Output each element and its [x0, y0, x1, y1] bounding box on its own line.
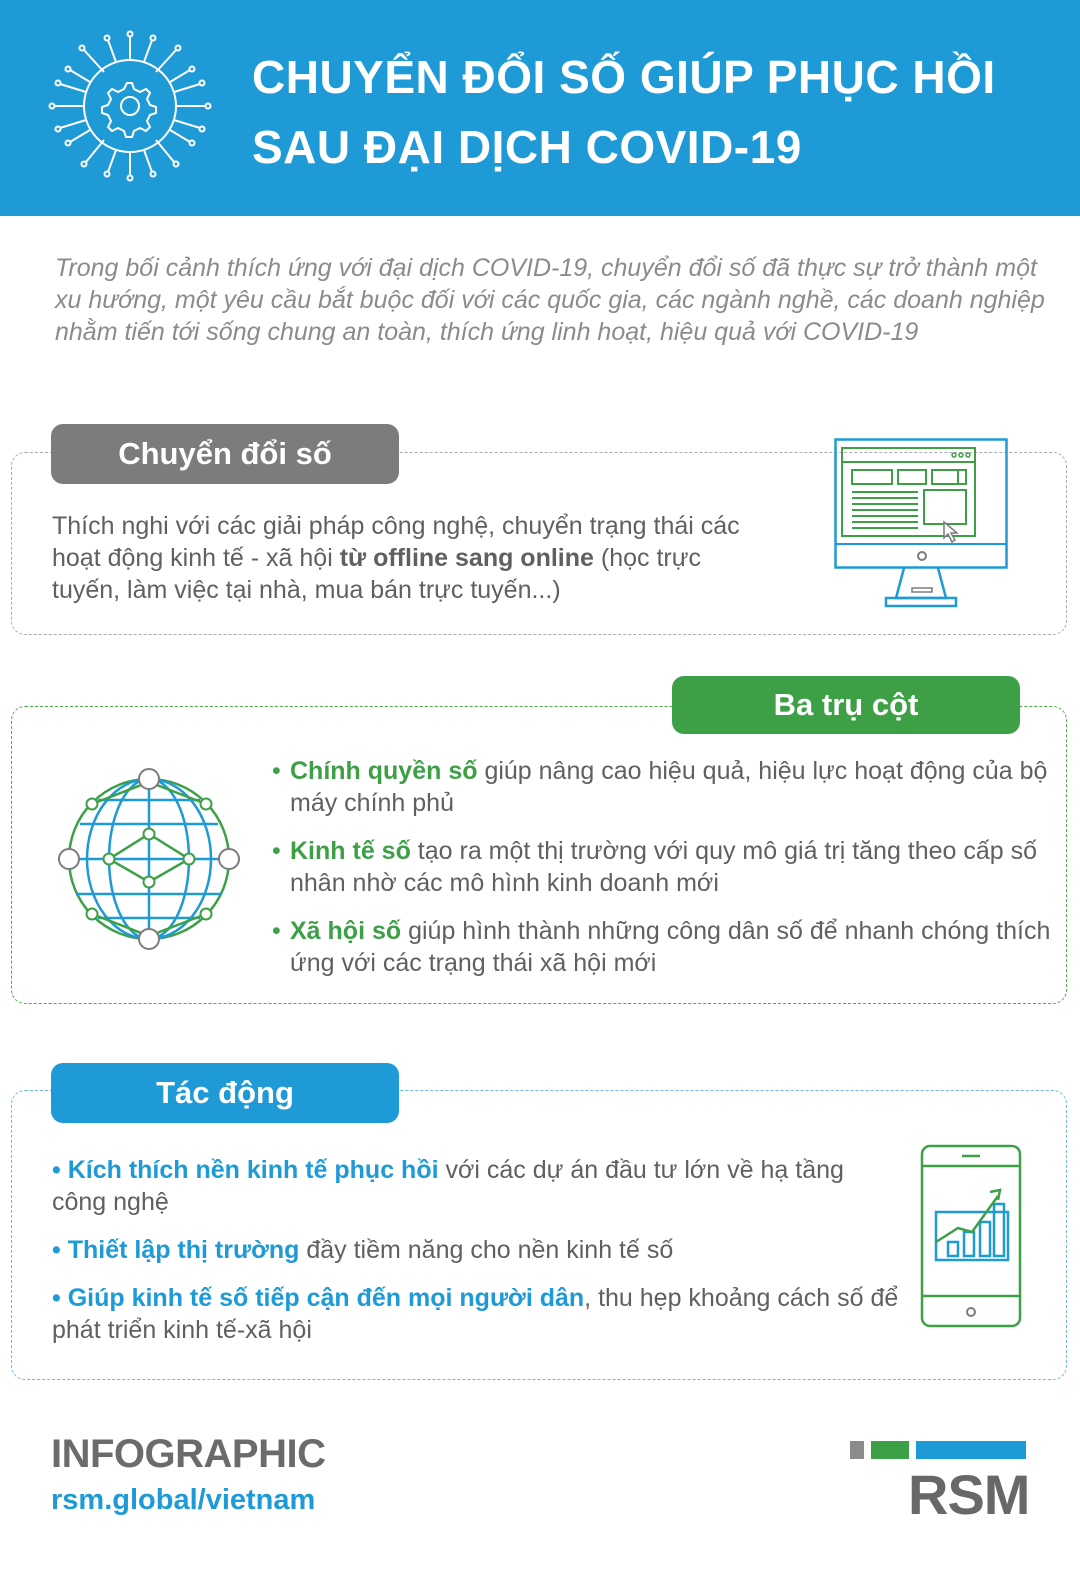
header-banner	[0, 0, 1080, 216]
pillar-3-title: Xã hội số	[290, 917, 402, 945]
impact-list	[52, 1154, 902, 1362]
section1-text-end: (học trực tuyến, làm việc tại nhà, mua bán trực tuyến...)	[52, 544, 701, 604]
website-link[interactable]: rsm.global/vietnam	[51, 1484, 316, 1516]
globe-network-icon	[58, 768, 240, 950]
list-item: • Thiết lập thị trường đầy tiềm năng cho nền kinh tế số	[52, 1236, 674, 1264]
rsm-logo: RSM	[908, 1463, 1030, 1526]
pillar-1-text: giúp nâng cao hiệu quả, hiệu lực hoạt động của bộ máy chính phủ	[290, 757, 1048, 817]
pillar-3-text: giúp hình thành những công dân số để nhanh chóng thích ứng với các trạng thái xã hội mới	[290, 917, 1051, 977]
smartphone-chart-icon	[920, 1144, 1024, 1330]
impact-1-text: với các dự án đầu tư lớn về hạ tầng công nghệ	[52, 1156, 844, 1216]
list-item: • Xã hội số giúp hình thành những công dân số để nhanh chóng thích ứng với các trạng thái xã hội mới	[272, 917, 1051, 977]
rsm-logo-bars	[850, 1441, 1026, 1459]
list-item: • Giúp kinh tế số tiếp cận đến mọi người dân, thu hẹp khoảng cách số để phát triển kinh tế-xã hội	[52, 1284, 899, 1344]
impact-3-title: Giúp kinh tế số tiếp cận đến mọi người dân	[67, 1284, 585, 1312]
list-item: • Kích thích nền kinh tế phục hồi với các dự án đầu tư lớn về hạ tầng công nghệ	[52, 1156, 844, 1216]
title-line-1: CHUYỂN ĐỔI SỐ GIÚP PHỤC HỒI	[252, 51, 996, 103]
impact-3-text: , thu hẹp khoảng cách số để phát triển kinh tế-xã hội	[52, 1284, 899, 1344]
section-title-digital-transformation: Chuyển đổi số	[51, 424, 399, 484]
section-title-impact: Tác động	[51, 1063, 399, 1123]
section1-text-start: Thích nghi với các giải pháp công nghệ, chuyển trạng thái các hoạt động kinh tế - xã hội	[52, 512, 740, 572]
section1-text	[52, 510, 772, 606]
pillar-2-title: Kinh tế số	[290, 837, 411, 865]
list-item: • Chính quyền số giúp nâng cao hiệu quả, hiệu lực hoạt động của bộ máy chính phủ	[272, 757, 1048, 817]
intro-paragraph: Trong bối cảnh thích ứng với đại dịch COVID-19, chuyển đổi số đã thực sự trở thành một xu hướng, một yêu cầu bắt buộc đối với các quốc gia, các ngành nghề, các doanh nghiệp nhằm tiến tới sống chung an toàn, thích ứng linh hoạt, hiệu quả với COVID-19	[55, 254, 1045, 346]
list-item: • Kinh tế số tạo ra một thị trường với quy mô giá trị tăng theo cấp số nhân nhờ các mô hình kinh doanh mới	[272, 837, 1038, 897]
impact-2-text: đầy tiềm năng cho nền kinh tế số	[299, 1236, 674, 1264]
infographic-label: INFOGRAPHIC	[51, 1432, 326, 1476]
impact-1-title: Kích thích nền kinh tế phục hồi	[67, 1156, 439, 1184]
pillar-2-text: tạo ra một thị trường với quy mô giá trị tăng theo cấp số nhân nhờ các mô hình kinh doanh mới	[290, 837, 1038, 897]
section-title-three-pillars: Ba trụ cột	[672, 676, 1020, 734]
pillar-1-title: Chính quyền số	[290, 757, 478, 785]
page-title	[252, 42, 1052, 182]
circuit-gear-icon	[46, 22, 214, 190]
pillars-list	[272, 755, 1062, 995]
impact-2-title: Thiết lập thị trường	[67, 1236, 300, 1264]
computer-monitor-icon	[834, 438, 1010, 610]
section1-text-bold: từ offline sang online	[339, 544, 594, 572]
title-line-2: SAU ĐẠI DỊCH COVID-19	[252, 121, 802, 173]
